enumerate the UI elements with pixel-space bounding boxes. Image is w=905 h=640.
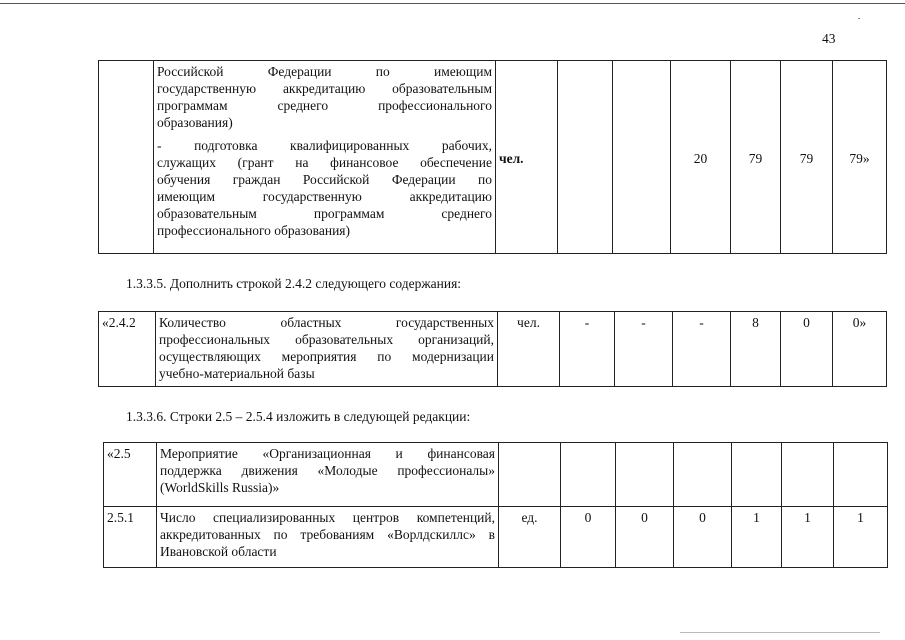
- text-line: аккредитованных по требованиям «Ворлдскиллс» в: [160, 527, 495, 542]
- value-cell: 79»: [833, 61, 887, 254]
- unit-cell: ед.: [499, 507, 561, 568]
- value-cell: 1: [732, 507, 782, 568]
- value-cell: 1: [782, 507, 834, 568]
- table-row: [104, 443, 888, 507]
- value-cell: -: [560, 312, 615, 387]
- value-cell: 79: [731, 61, 781, 254]
- value-cell: [558, 61, 613, 254]
- indicator-text-cell: [157, 443, 499, 507]
- value-cell: [616, 443, 674, 507]
- value-cell: [613, 61, 671, 254]
- instruction-caption: 1.3.3.6. Строки 2.5 – 2.5.4 изложить в следующей редакции:: [126, 409, 471, 424]
- page-number: 43: [822, 31, 836, 46]
- text-line: служащих (грант на финансовое обеспечение: [157, 155, 492, 170]
- value-cell: [834, 443, 888, 507]
- table-row: [104, 507, 888, 568]
- text-line: образовательным программам среднего: [157, 206, 492, 221]
- indicator-text-cell: [157, 507, 499, 568]
- text-line: профессиональных образовательных организаций,: [159, 332, 494, 347]
- value-cell: 79: [781, 61, 833, 254]
- table-continuation: [98, 60, 887, 254]
- value-cell: 0: [674, 507, 732, 568]
- value-cell: [782, 443, 834, 507]
- text-line: поддержка движения «Молодые профессионалы»: [160, 463, 495, 478]
- value-cell: -: [615, 312, 673, 387]
- value-cell: 0»: [833, 312, 887, 387]
- value-cell: 20: [671, 61, 731, 254]
- value-cell: [561, 443, 616, 507]
- table-new-row-2-4-2: [98, 311, 887, 387]
- unit-cell: чел.: [496, 61, 558, 254]
- text-line: профессионального образования): [157, 223, 350, 238]
- value-cell: [674, 443, 732, 507]
- text-line: имеющим государственную аккредитацию: [157, 189, 492, 204]
- unit-cell: чел.: [498, 312, 560, 387]
- indicator-text-cell: [156, 312, 498, 387]
- scan-artifact: [680, 632, 880, 633]
- row-number-cell: [99, 61, 154, 254]
- text-line: обучения граждан Российской Федерации по: [157, 172, 492, 187]
- text-line: Число специализированных центров компетенций,: [160, 510, 495, 525]
- table-row: [99, 312, 887, 387]
- indicator-text-cell: [154, 61, 496, 254]
- value-cell: [732, 443, 782, 507]
- text-line: Количество областных государственных: [159, 315, 494, 330]
- unit-cell: [499, 443, 561, 507]
- value-cell: 0: [616, 507, 674, 568]
- row-number-cell: «2.5: [104, 443, 157, 507]
- text-line: Ивановской области: [160, 544, 277, 559]
- text-line: программам среднего профессионального: [157, 98, 492, 113]
- text-line: образования): [157, 115, 233, 130]
- text-line: государственную аккредитацию образовательным: [157, 81, 492, 96]
- text-line: Мероприятие «Организационная и финансовая: [160, 446, 495, 461]
- table-rows-2-5: [103, 442, 888, 568]
- text-line: Российской Федерации по имеющим: [157, 64, 492, 79]
- text-line: осуществляющих мероприятия по модернизации: [159, 349, 494, 364]
- text-line: - подготовка квалифицированных рабочих,: [157, 138, 492, 153]
- row-number-cell: «2.4.2: [99, 312, 156, 387]
- table-row: [99, 61, 887, 254]
- scan-artifact: [858, 18, 860, 19]
- value-cell: 0: [781, 312, 833, 387]
- value-cell: -: [673, 312, 731, 387]
- instruction-caption: 1.3.3.5. Дополнить строкой 2.4.2 следующего содержания:: [126, 276, 462, 291]
- value-cell: 8: [731, 312, 781, 387]
- text-line: (WorldSkills Russia)»: [160, 480, 280, 495]
- row-number-cell: 2.5.1: [104, 507, 157, 568]
- value-cell: 0: [561, 507, 616, 568]
- text-line: учебно-материальной базы: [159, 366, 315, 381]
- value-cell: 1: [834, 507, 888, 568]
- top-rule: [0, 3, 905, 4]
